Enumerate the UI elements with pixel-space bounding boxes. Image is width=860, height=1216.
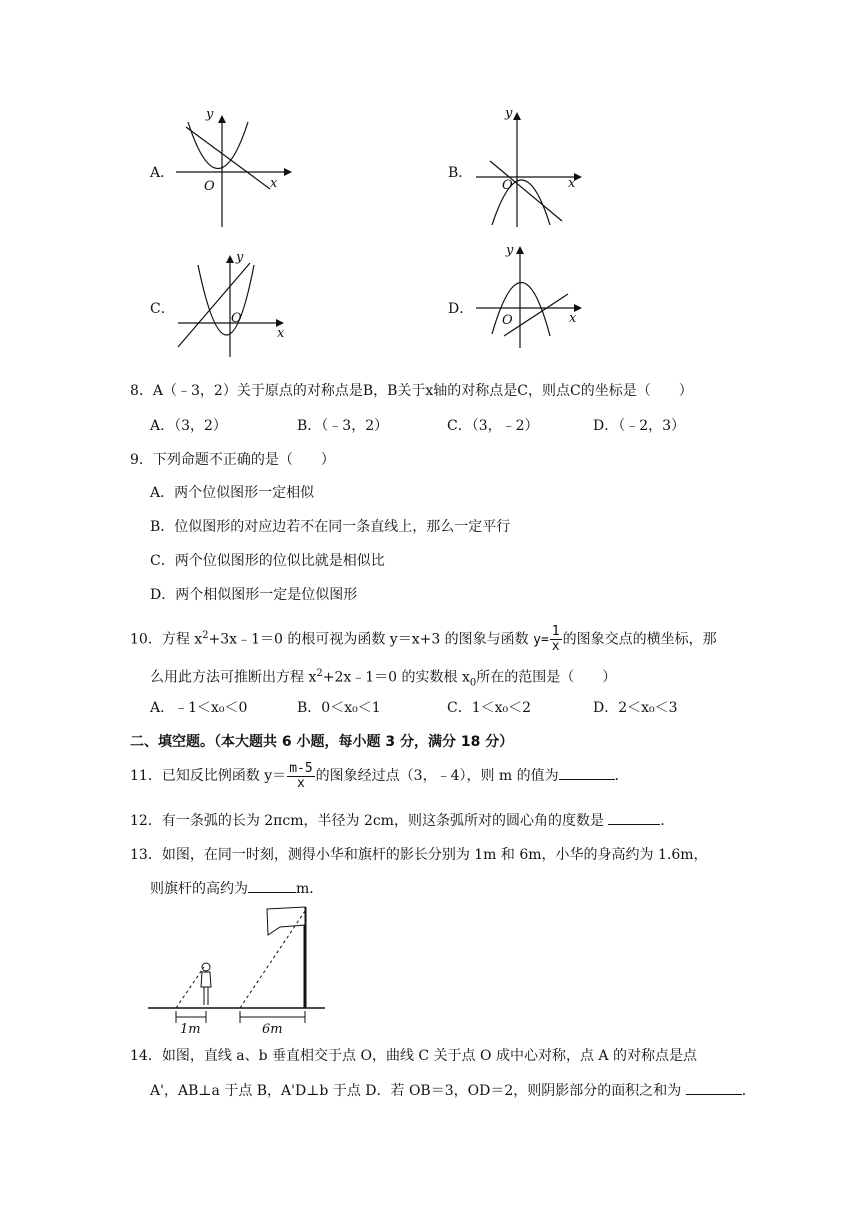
- q10-frac-num: 1: [551, 624, 560, 640]
- q13-line2a: 则旗杆的高约为: [150, 881, 248, 897]
- q12-answer-blank[interactable]: [608, 810, 660, 825]
- q10-sub: 0: [469, 677, 477, 689]
- q9-option-d: D．两个相似图形一定是位似图形: [150, 587, 358, 603]
- q10-option-b: B．0＜x₀＜1: [297, 700, 381, 716]
- q13-fig-label-1m: 1m: [180, 1022, 201, 1037]
- q7-graph-c: [170, 245, 300, 365]
- q10-line2: [150, 664, 616, 693]
- q11-frac-den: x: [297, 775, 305, 791]
- q10-line1: [130, 621, 717, 656]
- q14-line1: 14．如图，直线 a、b 垂直相交于点 O，曲线 C 关于点 O 成中心对称，点 A 的对称点是点: [130, 1048, 697, 1064]
- q7-b-y-label: y: [505, 106, 513, 121]
- q14-line2: [150, 1080, 756, 1101]
- q13-line2b: m．: [296, 881, 324, 897]
- q10-part3: 的图象交点的横坐标，那: [562, 631, 717, 648]
- q10-option-c: C．1＜x₀＜2: [447, 700, 532, 716]
- q9-stem: 9．下列命题不正确的是（ ）: [130, 452, 335, 468]
- q13-fig-label-6m: 6m: [262, 1022, 283, 1037]
- q10-part2: +3x﹣1＝0 的根可视为函数 y＝x+3 的图象与函数: [208, 631, 529, 648]
- q8-option-d: D．（﹣2，3）: [593, 418, 686, 434]
- q10-option-a: A．﹣1＜x₀＜0: [150, 700, 248, 716]
- q7-graph-a: [170, 105, 300, 235]
- q12-line: [130, 810, 674, 831]
- q14-answer-blank[interactable]: [686, 1080, 742, 1095]
- q7-b-x-label: x: [568, 176, 576, 191]
- q10-sup2: 2: [316, 668, 323, 679]
- q13-line1: 13．如图，在同一时刻，测得小华和旗杆的影长分别为 1m 和 6m，小华的身高约为 1.6m，: [130, 847, 708, 863]
- section-2-title: 二、填空题。（本大题共 6 小题，每小题 3 分，满分 18 分）: [130, 734, 514, 750]
- q14-end: ．: [741, 1083, 756, 1099]
- q9-option-a: A．两个位似图形一定相似: [150, 485, 315, 501]
- q10-fraction: [550, 625, 562, 654]
- q12-text: 12．有一条弧的长为 2πcm，半径为 2cm，则这条弧所对的圆心角的度数是: [130, 813, 609, 829]
- q7-a-y-label: y: [206, 107, 214, 122]
- q8-option-a: A．（3，2）: [150, 418, 227, 434]
- q7-option-b-label: B．: [448, 165, 473, 181]
- q7-b-origin-label: O: [502, 178, 513, 193]
- q7-a-origin-label: O: [204, 179, 215, 194]
- q7-c-y-label: y: [236, 250, 244, 265]
- q7-d-origin-label: O: [502, 313, 513, 328]
- q11-frac-num: m-5: [289, 760, 313, 776]
- q7-d-y-label: y: [506, 243, 514, 258]
- q10-sup: 2: [202, 630, 209, 641]
- q8-option-b: B．（﹣3，2）: [297, 418, 389, 434]
- q7-option-c-label: C．: [150, 301, 175, 317]
- q13-figure: [140, 905, 340, 1040]
- q11-part1: 11．已知反比例函数 y＝: [130, 768, 287, 784]
- q10-line2c: 所在的范围是（ ）: [476, 669, 617, 686]
- q12-end: ．: [660, 813, 675, 829]
- q13-line2: [150, 878, 323, 899]
- q7-d-x-label: x: [569, 311, 577, 326]
- q11-answer-blank[interactable]: [559, 765, 615, 780]
- q7-a-x-label: x: [270, 176, 278, 191]
- q10-part1: 10．方程 x: [130, 631, 203, 648]
- q9-option-c: C．两个位似图形的位似比就是相似比: [150, 553, 385, 569]
- q10-line2a: 么用此方法可推断出方程 x: [150, 669, 317, 686]
- q8-stem: 8．A（﹣3，2）关于原点的对称点是B，B关于x轴的对称点是C，则点C的坐标是（ ）: [130, 383, 693, 399]
- q7-c-x-label: x: [277, 326, 285, 341]
- q11-end: ．: [614, 768, 629, 784]
- q7-option-d-label: D．: [448, 301, 474, 317]
- q7-option-a-label: A．: [150, 165, 175, 181]
- q11-part2: 的图象经过点（3，﹣4），则 m 的值为: [315, 768, 559, 784]
- q7-graph-d: [470, 240, 600, 360]
- q10-line2b: +2x﹣1＝0 的实数根 x: [322, 669, 470, 686]
- q11-line: [130, 761, 629, 791]
- q11-fraction: [287, 762, 314, 791]
- q8-option-c: C．（3，﹣2）: [447, 418, 539, 434]
- q10-frac-prefix: y=: [533, 632, 549, 648]
- q7-c-origin-label: O: [231, 311, 242, 326]
- q10-option-d: D．2＜x₀＜3: [593, 700, 678, 716]
- q9-option-b: B．位似图形的对应边若不在同一条直线上，那么一定平行: [150, 519, 511, 535]
- q14-line2-text: A'，AB⊥a 于点 B，A'D⊥b 于点 D．若 OB＝3，OD＝2，则阴影部分的面积之和为: [150, 1083, 686, 1099]
- q7-graph-b: [470, 105, 600, 235]
- q13-answer-blank[interactable]: [248, 878, 296, 893]
- q10-frac-den: x: [551, 639, 560, 655]
